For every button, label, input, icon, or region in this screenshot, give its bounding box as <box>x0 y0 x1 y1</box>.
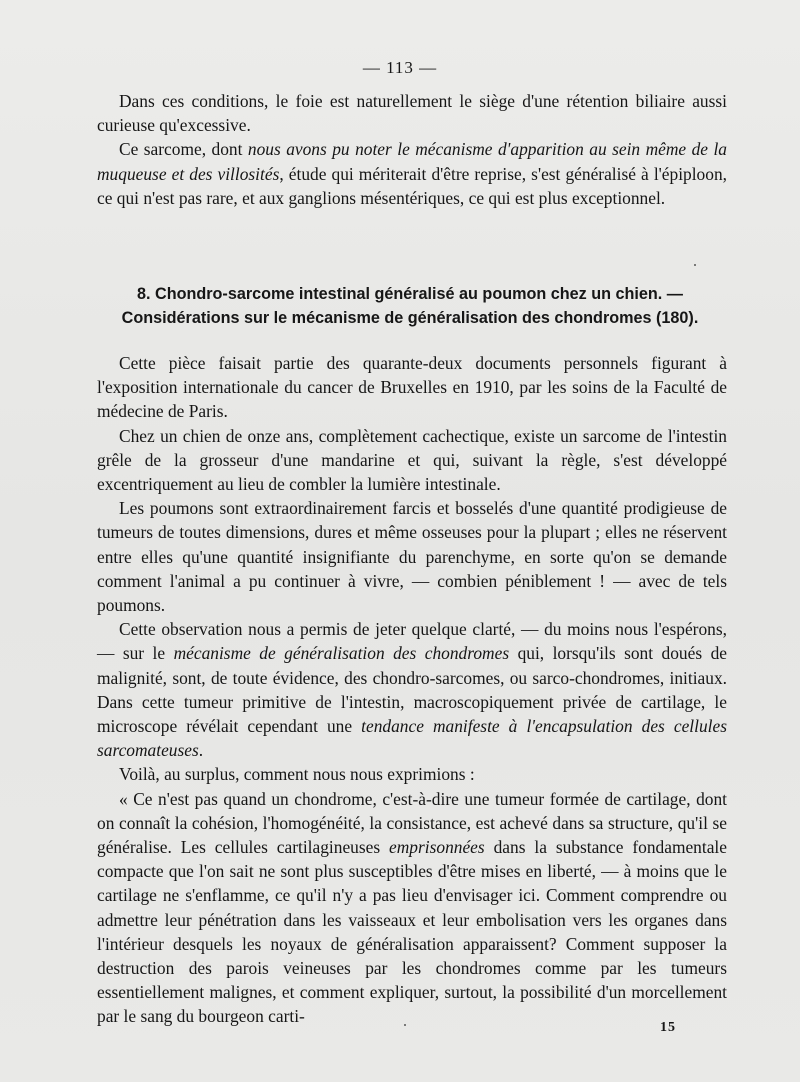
section-heading <box>110 282 710 330</box>
body-p4-italic-1: mécanisme de généralisation des chondromes <box>173 643 510 664</box>
intro-paragraph-1: Dans ces conditions, le foie est naturellement le siège d'une rétention biliaire aussi curieuse qu'excessive. <box>97 91 727 136</box>
body-paragraph-3: Les poumons sont extraordinairement farcis et bosselés d'une quantité prodigieuse de tumeurs de toutes dimensions, dures et même osseuses pour la plupart ; elles ne réservent entre elles qu'une quantité insignifiante du parenchyme, en sorte qu'on se demande comment l'animal a pu continuer à vivre, — combien péniblement ! — avec de tels poumons. <box>97 498 727 616</box>
body-paragraph-6 <box>97 787 727 1029</box>
intro-block <box>97 89 727 210</box>
body-p4-italic-2: tendance manifeste à l'encapsulation des cellules sarcomateuses <box>97 716 727 761</box>
body-paragraph-5: Voilà, au surplus, comment nous nous exprimions : <box>119 764 475 785</box>
body-paragraph-1: Cette pièce faisait partie des quarante-deux documents personnels figurant à l'exposition internationale du cancer de Bruxelles en 1910, par les soins de la Faculté de médecine de Paris. <box>97 353 727 422</box>
signature-mark: 15 <box>660 1020 676 1035</box>
page-number: — 113 — <box>362 58 438 77</box>
print-speck <box>404 1024 406 1026</box>
body-paragraph-2: Chez un chien de onze ans, complètement cachectique, existe un sarcome de l'intestin grêle de la grosseur d'une mandarine et qui, suivant la règle, s'est développé excentriquement au lieu de combler la lumière intestinale. <box>97 425 727 495</box>
section-title-line-2: Considérations sur le mécanisme de généralisation des chondromes (180). <box>121 309 699 327</box>
intro-p2-start: Ce sarcome, dont <box>119 139 248 160</box>
body-p6-b: dans la substance fondamentale compacte que l'on sait ne sont plus susceptibles d'être mises en liberté, — à moins que le cartilage ne s'enflamme, ce qu'il n'y a pas lieu d'envisager ici. Comment comprendre ou admettre leur pénétration dans les vaisseaux et leur embolisation vers les organes dans l'intérieur desquels les noyaux de généralisation apparaissent? Comment supposer la destruction des parois veineuses par les chondromes comme par les tumeurs essentiellement malignes, et comment expliquer, surtout, la possibilité d'un morcellement par le sang du bourgeon carti- <box>97 837 727 1027</box>
body-block <box>97 351 727 1029</box>
print-speck <box>694 264 696 266</box>
body-p4-c: . <box>198 740 204 761</box>
section-title-line-1: 8. Chondro-sarcome intestinal généralisé au poumon chez un chien. — <box>137 285 683 303</box>
body-p6-a: « Ce n'est pas quand un chondrome, c'est-à-dire une tumeur formée de cartilage, dont on connaît la cohésion, l'homogénéité, la consistance, est achevé dans sa structure, qu'il se généralise. Les cellules cartilagineuses <box>97 788 727 858</box>
intro-p2-italic: nous avons pu noter le mécanisme d'apparition au sein même de la muqueuse et des villosités <box>97 139 727 184</box>
body-p4-b: qui, lorsqu'ils sont doués de malignité, sont, de toute évidence, des chondro-sarcomes, ou sarco-chondromes, initiaux. Dans cette tumeur primitive de l'intestin, macroscopiquement privée de cartilage, le microscope révélait cependant une <box>97 643 727 737</box>
body-p6-italic: emprisonnées <box>389 837 485 858</box>
intro-p2-end: , étude qui mériterait d'être reprise, s'est généralisé à l'épiploon, ce qui n'est pas rare, et aux ganglions mésentériques, ce qui est plus exceptionnel. <box>97 163 727 208</box>
body-p4-a: Cette observation nous a permis de jeter quelque clarté, — du moins nous l'espérons, — sur le <box>97 619 727 664</box>
intro-paragraph-2 <box>97 137 727 210</box>
body-paragraph-4 <box>97 617 727 762</box>
